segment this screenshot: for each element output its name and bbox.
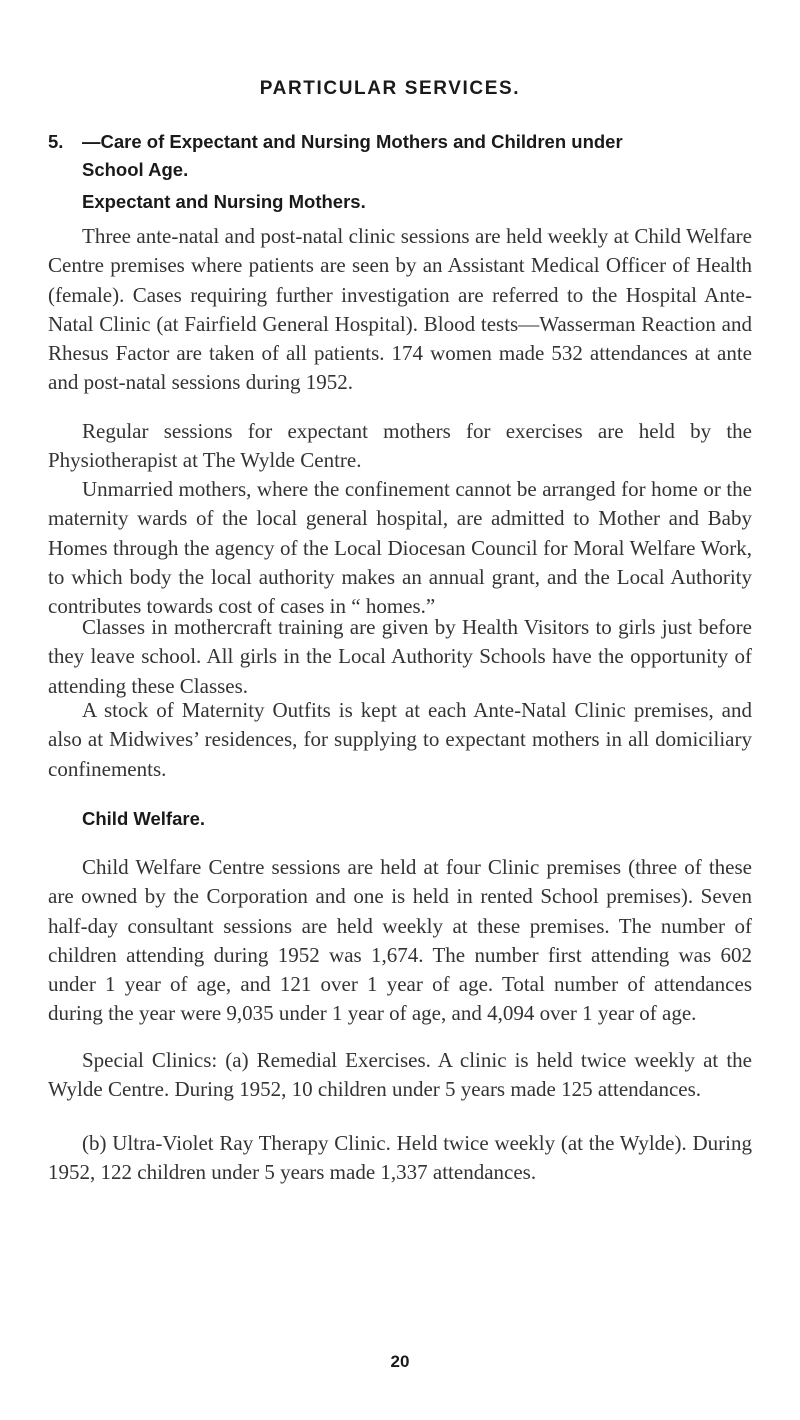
paragraph-physiotherapy: Regular sessions for expectant mothers for exercises are held by the Physiotherapist at The Wylde Centre.: [48, 419, 752, 473]
paragraph-mothercraft-classes: Classes in mothercraft training are given by Health Visitors to girls just before they leave school. All girls in the Local Authority Schools have the opportunity of attending these Classes.: [48, 615, 752, 698]
paragraph-special-clinics: Special Clinics: (a) Remedial Exercises. A clinic is held twice weekly at the Wylde Centre. During 1952, 10 children under 5 years made 125 attendances.: [48, 1048, 752, 1102]
paragraph-antenatal-clinics: Three ante-natal and post-natal clinic sessions are held weekly at Child Welfare Centre premises where patients are seen by an Assistant Medical Officer of Health (female). Cases requiring further investigation are referred to the Hospital Ante-Natal Clinic (at Fairfield General Hospital). Blood tests—Wasserman Reaction and Rhesus Factor are taken of all patients. 174 women made 532 attendances at ante and post-natal sessions during 1952.: [48, 224, 752, 395]
page-number: 20: [390, 1352, 410, 1371]
section-heading-line2: School Age.: [82, 159, 189, 180]
paragraph-maternity-outfits: A stock of Maternity Outfits is kept at each Ante-Natal Clinic premises, and also at Midwives’ residences, for supplying to expectant mothers in all domiciliary confinements.: [48, 698, 752, 781]
section-number: 5.: [48, 131, 64, 152]
paragraph-unmarried-mothers: Unmarried mothers, where the confinement cannot be arranged for home or the maternity wards of the local general hospital, are admitted to Mother and Baby Homes through the agency of the Local Diocesan Council for Moral Welfare Work, to which body the local authority makes an annual grant, and the Local Authority contributes towards cost of cases in “ homes.”: [48, 477, 752, 619]
page-title: PARTICULAR SERVICES.: [259, 78, 521, 99]
section-heading-line1: —Care of Expectant and Nursing Mothers and Children under: [82, 131, 623, 152]
paragraph-child-welfare-sessions: Child Welfare Centre sessions are held at four Clinic premises (three of these are owned by the Corporation and one is held in rented School premises). Seven half-day consultant sessions are held weekly at these premises. The number of children attending during 1952 was 1,674. The number first attending was 602 under 1 year of age, and 121 over 1 year of age. Total number of attendances during the year were 9,035 under 1 year of age, and 4,094 over 1 year of age.: [48, 855, 752, 1026]
subheading-child-welfare: Child Welfare.: [82, 808, 206, 829]
subheading-expectant-mothers: Expectant and Nursing Mothers.: [82, 191, 366, 212]
section-heading: [48, 128, 748, 184]
paragraph-ultra-violet-clinic: (b) Ultra-Violet Ray Therapy Clinic. Held twice weekly (at the Wylde). During 1952, 122 children under 5 years made 1,337 attendances.: [48, 1131, 752, 1185]
